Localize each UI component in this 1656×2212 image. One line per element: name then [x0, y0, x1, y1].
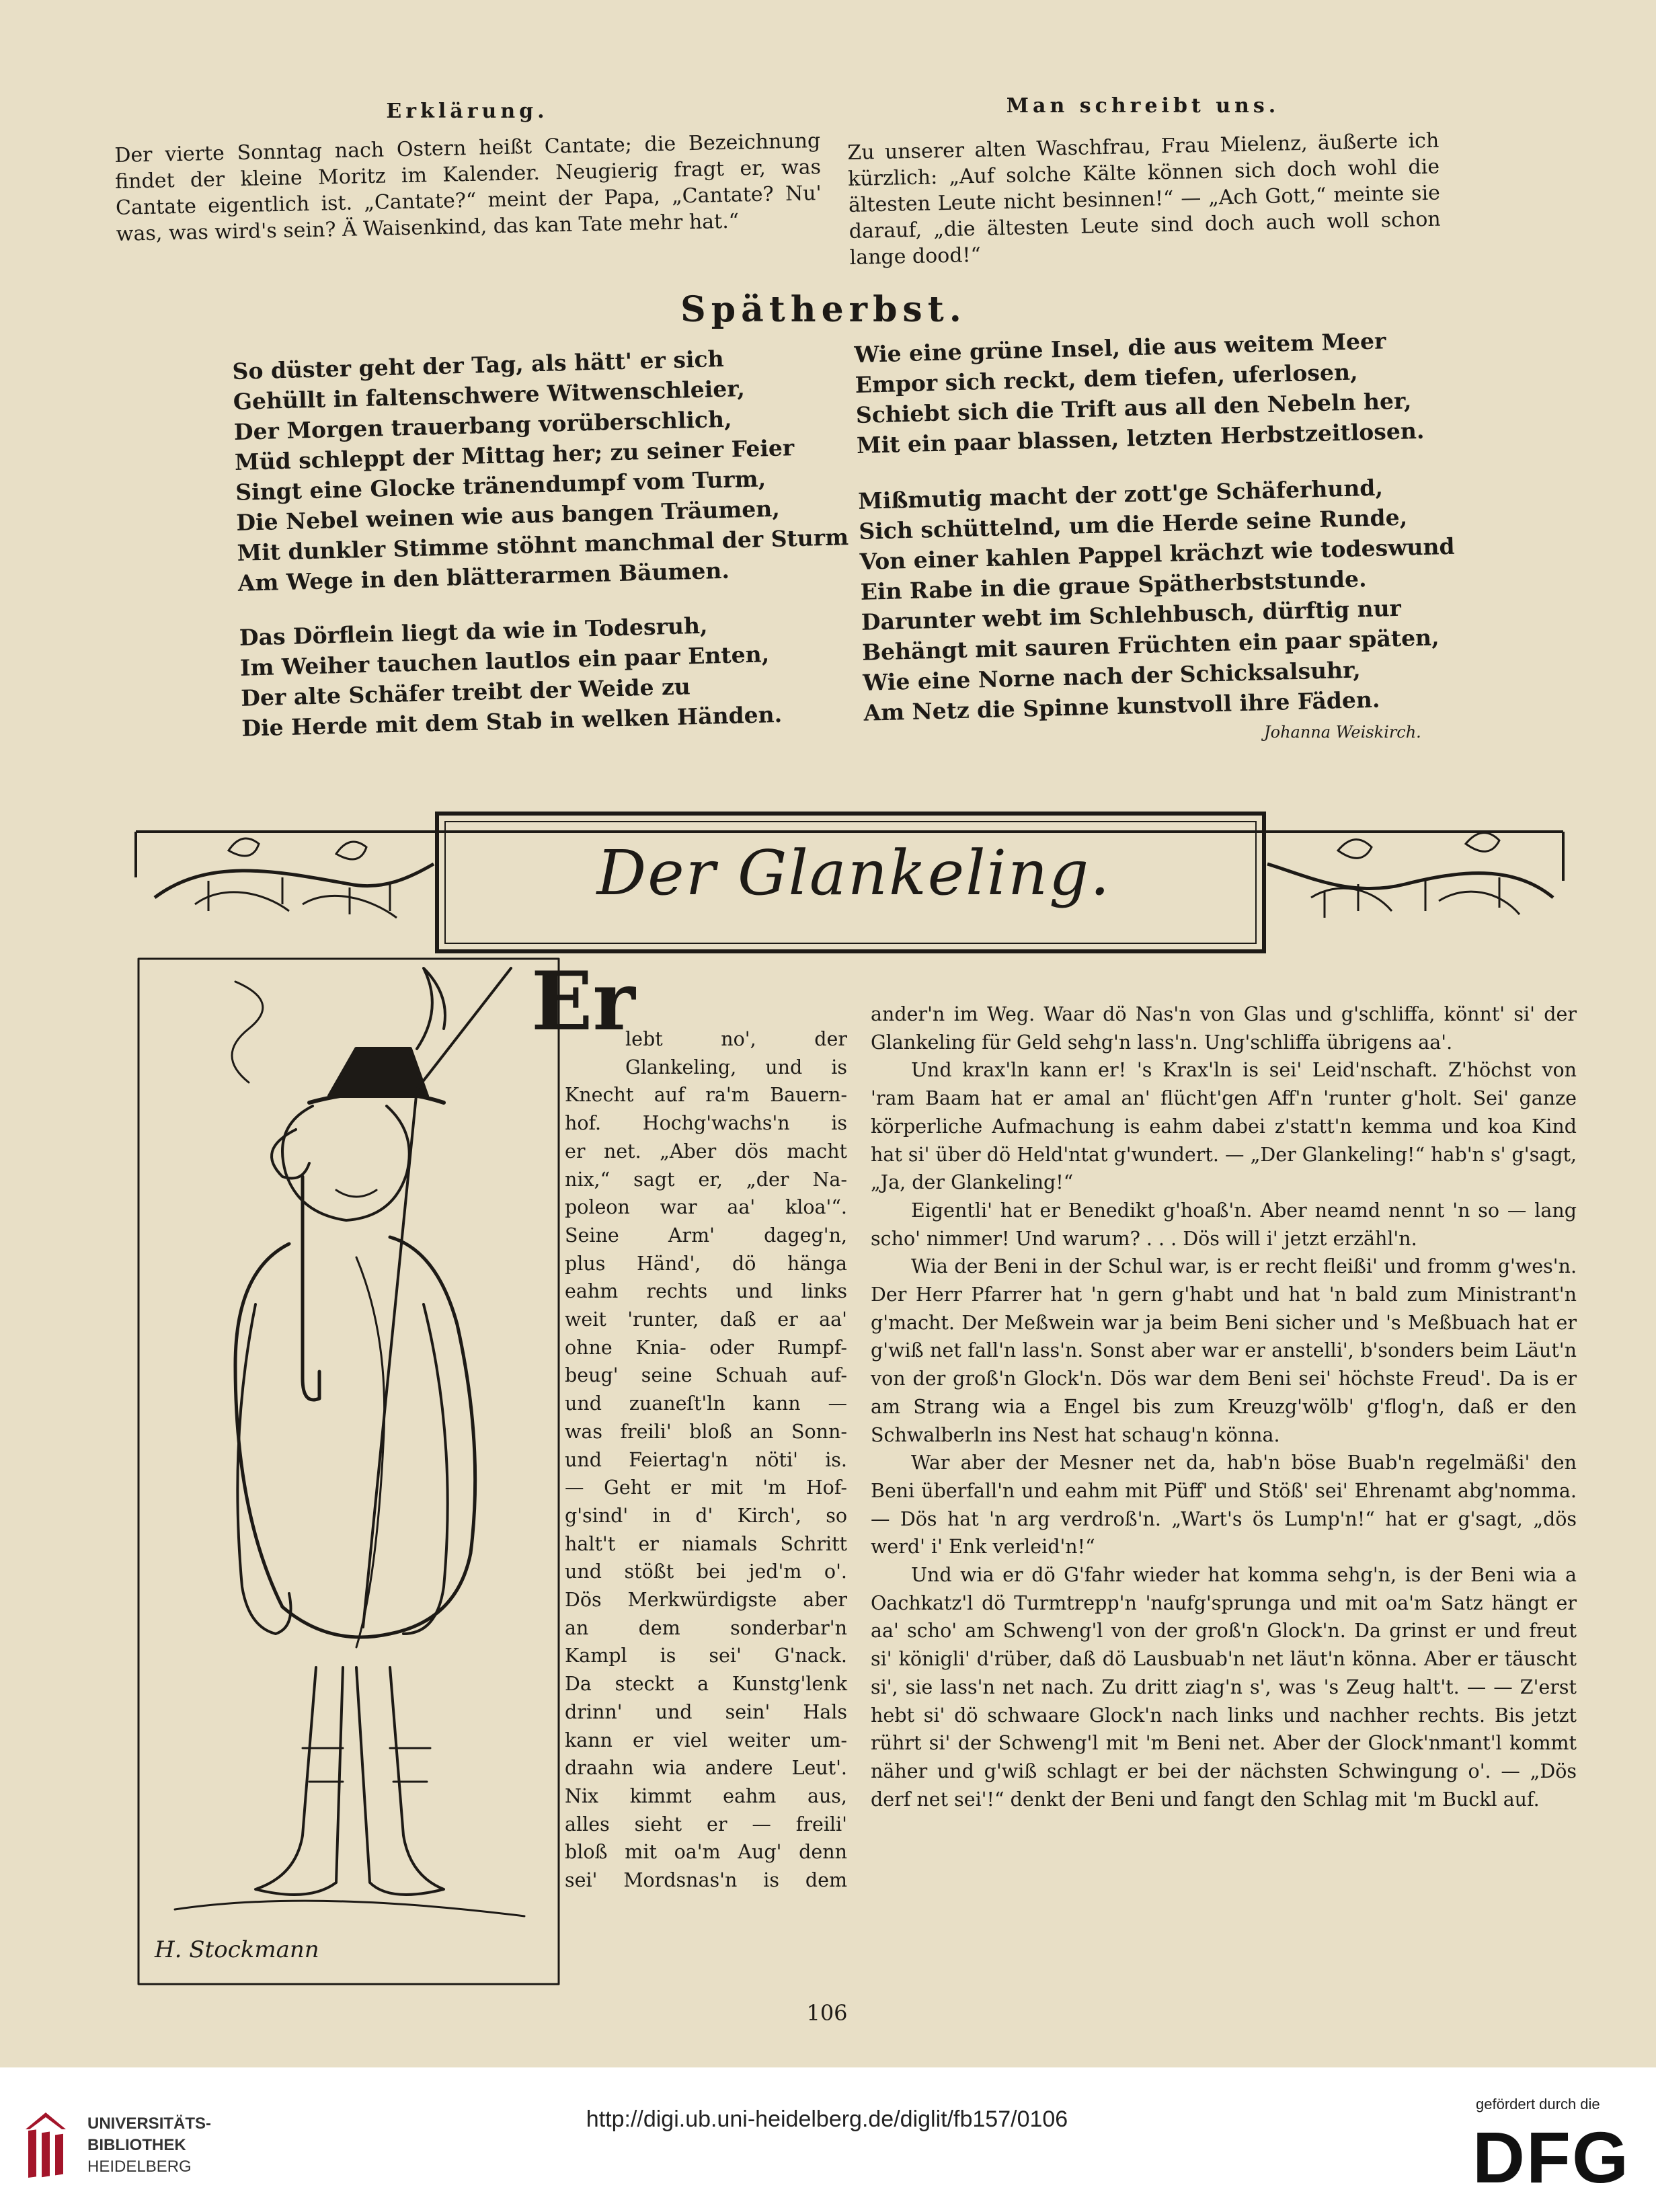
story-line: weit 'runter, daß er aa' [565, 1308, 847, 1331]
poem-line: Darunter webt im Schlehbusch, dürftig nur [861, 594, 1402, 635]
poem-line: Am Netz die Spinne kunstvoll ihre Fäden. [863, 686, 1380, 726]
farmhand-illustration [134, 955, 565, 1990]
story-line: ohne Knia- oder Rumpf- [565, 1336, 847, 1359]
story-line: draahn wia andere Leut'. [565, 1757, 847, 1780]
poem-stanza [858, 471, 1456, 728]
story-column-1 [565, 1025, 847, 1895]
poem-line: Von einer kahlen Pappel krächzt wie todeswund [859, 532, 1456, 575]
explanation-text: Der vierte Sonntag nach Ostern heißt Cantate; die Bezeichnung findet der kleine Moritz im Kalender. Neugierig fragt er, was Cantate eigentlich ist. „Cantate?“ meint der Papa, „Cantate? Nu' was, was wird's sein? Ä Waisenkind, das kan Tate mehr hat.“ [114, 129, 822, 246]
poem-left-column [232, 342, 849, 743]
story-line: beug' seine Schuah auf- [565, 1364, 847, 1387]
poem-right-column [854, 324, 1456, 728]
poem-line: Die Herde mit dem Stab in welken Händen. [241, 701, 783, 742]
library-name-line1: UNIVERSITÄTS- [87, 2115, 212, 2133]
university-library-logo-icon [19, 2109, 73, 2183]
poem-line: Schiebt sich die Trift aus all den Nebeln her, [855, 387, 1412, 428]
poem-stanza [239, 608, 783, 744]
page-number: 106 [806, 2000, 848, 2026]
story-line: g'sind' in d' Kirch', so [565, 1504, 847, 1527]
story-line: Dös Merkwürdigste aber [565, 1589, 847, 1612]
library-name-line3: HEIDELBERG [87, 2158, 192, 2176]
story-line: Kampl is sei' G'nack. [565, 1645, 847, 1667]
story-line: kann er viel weiter um- [565, 1729, 847, 1751]
story-line: an dem sonderbar'n [565, 1616, 847, 1639]
poem-line: Mit ein paar blassen, letzten Herbstzeitlosen. [856, 417, 1425, 459]
poem-line: Mit dunkler Stimme stöhnt manchmal der Sturm [237, 524, 849, 566]
poem-line: Der Morgen trauerbang vorüberschlich, [233, 405, 732, 445]
story-line: plus Händ', dö hänga [565, 1252, 847, 1275]
poem-line: Mißmutig macht der zott'ge Schäferhund, [857, 474, 1384, 514]
story-line: poleon war aa' kloa'“. [565, 1196, 847, 1219]
poem-line: Ein Rabe in die graue Spätherbststunde. [860, 565, 1367, 605]
funded-by-label: gefördert durch die [1476, 2096, 1600, 2112]
story-line: halt't er niamals Schritt [565, 1532, 847, 1555]
story-title: Der Glankeling. [596, 837, 1111, 909]
poem-line: Die Nebel weinen wie aus bangen Träumen, [235, 495, 781, 536]
poem-line: Wie eine Norne nach der Schicksalsuhr, [862, 656, 1362, 696]
story-line: bloß mit oa'm Aug' denn [565, 1841, 847, 1864]
story-line: nix,“ sagt er, „der Na- [565, 1168, 847, 1191]
poem-line: Der alte Schäfer treibt der Weide zu [240, 673, 691, 711]
story-line: Nix kimmt eahm aus, [565, 1784, 847, 1807]
story-line: drinn' und sein' Hals [565, 1700, 847, 1723]
poem-line: Das Dörflein liegt da wie in Todesruh, [239, 612, 708, 651]
poem-line: Wie eine grüne Insel, die aus weitem Meer [854, 327, 1386, 368]
story-column-2 [871, 1000, 1577, 1813]
story-line: eahm rechts und links [565, 1280, 847, 1303]
story-line: und Feiertag'n nöti' is. [565, 1448, 847, 1471]
poem-stanza [854, 324, 1448, 461]
explanation-heading: Erklärung. [386, 100, 549, 123]
illustration-signature: H. Stockmann [155, 1936, 319, 1963]
story-line: er net. „Aber dös macht [565, 1140, 847, 1162]
story-paragraph: Eigentli' hat er Benedikt g'hoaß'n. Aber neamd nennt 'n so — lang scho' nimmer! Und warum? . . . Dös will i' jetzt erzähl'n. [871, 1199, 1577, 1250]
poem-line: Müd schleppt der Mittag her; zu seiner Feier [234, 434, 795, 475]
poem-line: Singt eine Glocke tränendumpf vom Turm, [235, 465, 766, 506]
poem-line: Am Wege in den blätterarmen Bäumen. [237, 557, 730, 596]
story-line: was freili' bloß an Sonn- [565, 1420, 847, 1443]
viewer-footer [0, 2067, 1656, 2212]
poem-line: Sich schüttelnd, um die Herde seine Runde, [858, 504, 1408, 545]
poem-title: Spätherbst. [680, 289, 967, 330]
poem-stanza [232, 342, 849, 598]
poem-line: So düster geht der Tag, als hätt' er sich [232, 345, 725, 385]
story-paragraph: Wia der Beni in der Schul war, is er recht fleißi' und fromm g'wes'n. Der Herr Pfarrer hat 'n gern g'habt und hat 'n bald zum Ministrant'n g'macht. Der Meßwein war ja beim Beni sicher und 's Meßbuach hat er g'wiß net fall'n lass'n. Sonst aber war er anstelli', b'sonders beim Läut'n von der groß'n Glock'n. Dös war dem Beni sei' höchste Freud'. Da is er am Strang wia a Engel bis zum Kreuzg'wölb' g'flog'n, daß er den Schwalberln ins Nest hat schaug'n könna. [871, 1255, 1577, 1446]
story-paragraph: War aber der Mesner net da, hab'n böse Buab'n regelmäßi' den Beni überfall'n und eahm mit Püff' und Stöß' sei' Ehrenamt abg'nomma. — Dös hat 'n arg verdroß'n. „Wart's ös Lump'n!“ hat er g'sagt, „dös werd' i' Enk verleid'n!“ [871, 1452, 1577, 1558]
poem-author: Johanna Weiskirch. [1264, 723, 1421, 742]
poem-line: Im Weiher tauchen lautlos ein paar Enten, [239, 641, 770, 681]
poem-line: Empor sich reckt, dem tiefen, uferlosen, [855, 358, 1358, 398]
poem-line: Gehüllt in faltenschwere Witwenschleier, [233, 375, 746, 415]
library-name [87, 2113, 211, 2178]
letters-heading: Man schreibt uns. [1006, 94, 1280, 118]
story-line: — Geht er mit 'm Hof- [565, 1476, 847, 1499]
story-paragraph: ander'n im Weg. Waar dö Nas'n von Glas und g'schliffa, könnt' si' der Glankeling für Geld sehg'n lass'n. Ung'schliffa übrigens aa'. [871, 1003, 1577, 1054]
story-paragraph: Und wia er dö G'fahr wieder hat komma sehg'n, is der Beni wia a Oachkatz'l dö Turmtrepp'n 'naufg'sprunga und mit oa'm Satz hängt er aa' scho' am Schweng'l von der groß'n Glock'n. Da grinst er und freut si' königli' d'rüber, daß dö Lausbuab'n net läut'n könna. Aber er täuscht si', sie lass'n net nach. Zu dritt ziag'n s', was 's Zeug halt't. — — Z'erst hebt si' dö schwaare Glock'n nach links und nachher rechts. Bis jetzt rührt si' der Schweng'l mit 'm Beni net. Aber der Glock'nmant'l kommt näher und g'wiß schlagt er bei der nächsten Schwingung o'. — „Dös derf net sei'!“ denkt der Beni und fangt den Schlag mit 'm Buckl auf. [871, 1564, 1577, 1811]
drop-initial: Er [531, 954, 635, 1049]
story-line: Glankeling, und is [625, 1056, 847, 1078]
story-line: Knecht auf ra'm Bauern- [565, 1084, 847, 1107]
poem-line: Behängt mit sauren Früchten ein paar späten, [861, 624, 1440, 666]
story-line: alles sieht er — freili' [565, 1813, 847, 1835]
library-name-line2: BIBLIOTHEK [87, 2136, 186, 2154]
permalink-url[interactable]: http://digi.ub.uni-heidelberg.de/diglit/fb157/0106 [586, 2106, 1068, 2132]
dfg-logo: DFG [1472, 2117, 1630, 2198]
letters-text: Zu unserer alten Waschfrau, Frau Mielenz, äußerte ich kürzlich: „Auf solche Kälte können sich doch wohl die ältesten Leute nicht besinnen!“ — „Ach Gott,“ meinte sie darauf, „die ältesten Leute sind doch auch woll schon lange dood!“ [847, 128, 1442, 270]
story-paragraph: Und krax'ln kann er! 's Krax'ln is sei' Leid'nschaft. Z'höchst von 'ram Baam hat er amal an' flücht'gen Aff'n 'runter g'holt. Sei' ganze körperliche Aufmachung is eahm dabei z'statt'n kemma und koa Kind hat si' über dö Held'ntat g'wundert. — „Der Glankeling!“ hab'n s' g'sagt, „Ja, der Glankeling!“ [871, 1059, 1577, 1194]
story-line: und stößt bei jed'm o'. [565, 1561, 847, 1583]
story-line: und zuaneſt'ln kann — [565, 1392, 847, 1415]
story-line: hof. Hochg'wachs'n is [565, 1112, 847, 1135]
story-line: sei' Mordsnas'n is dem [565, 1869, 847, 1892]
story-line: Seine Arm' dageg'n, [565, 1224, 847, 1247]
story-line: Da steckt a Kunstg'lenk [565, 1673, 847, 1696]
story-line: lebt no', der [625, 1028, 847, 1050]
